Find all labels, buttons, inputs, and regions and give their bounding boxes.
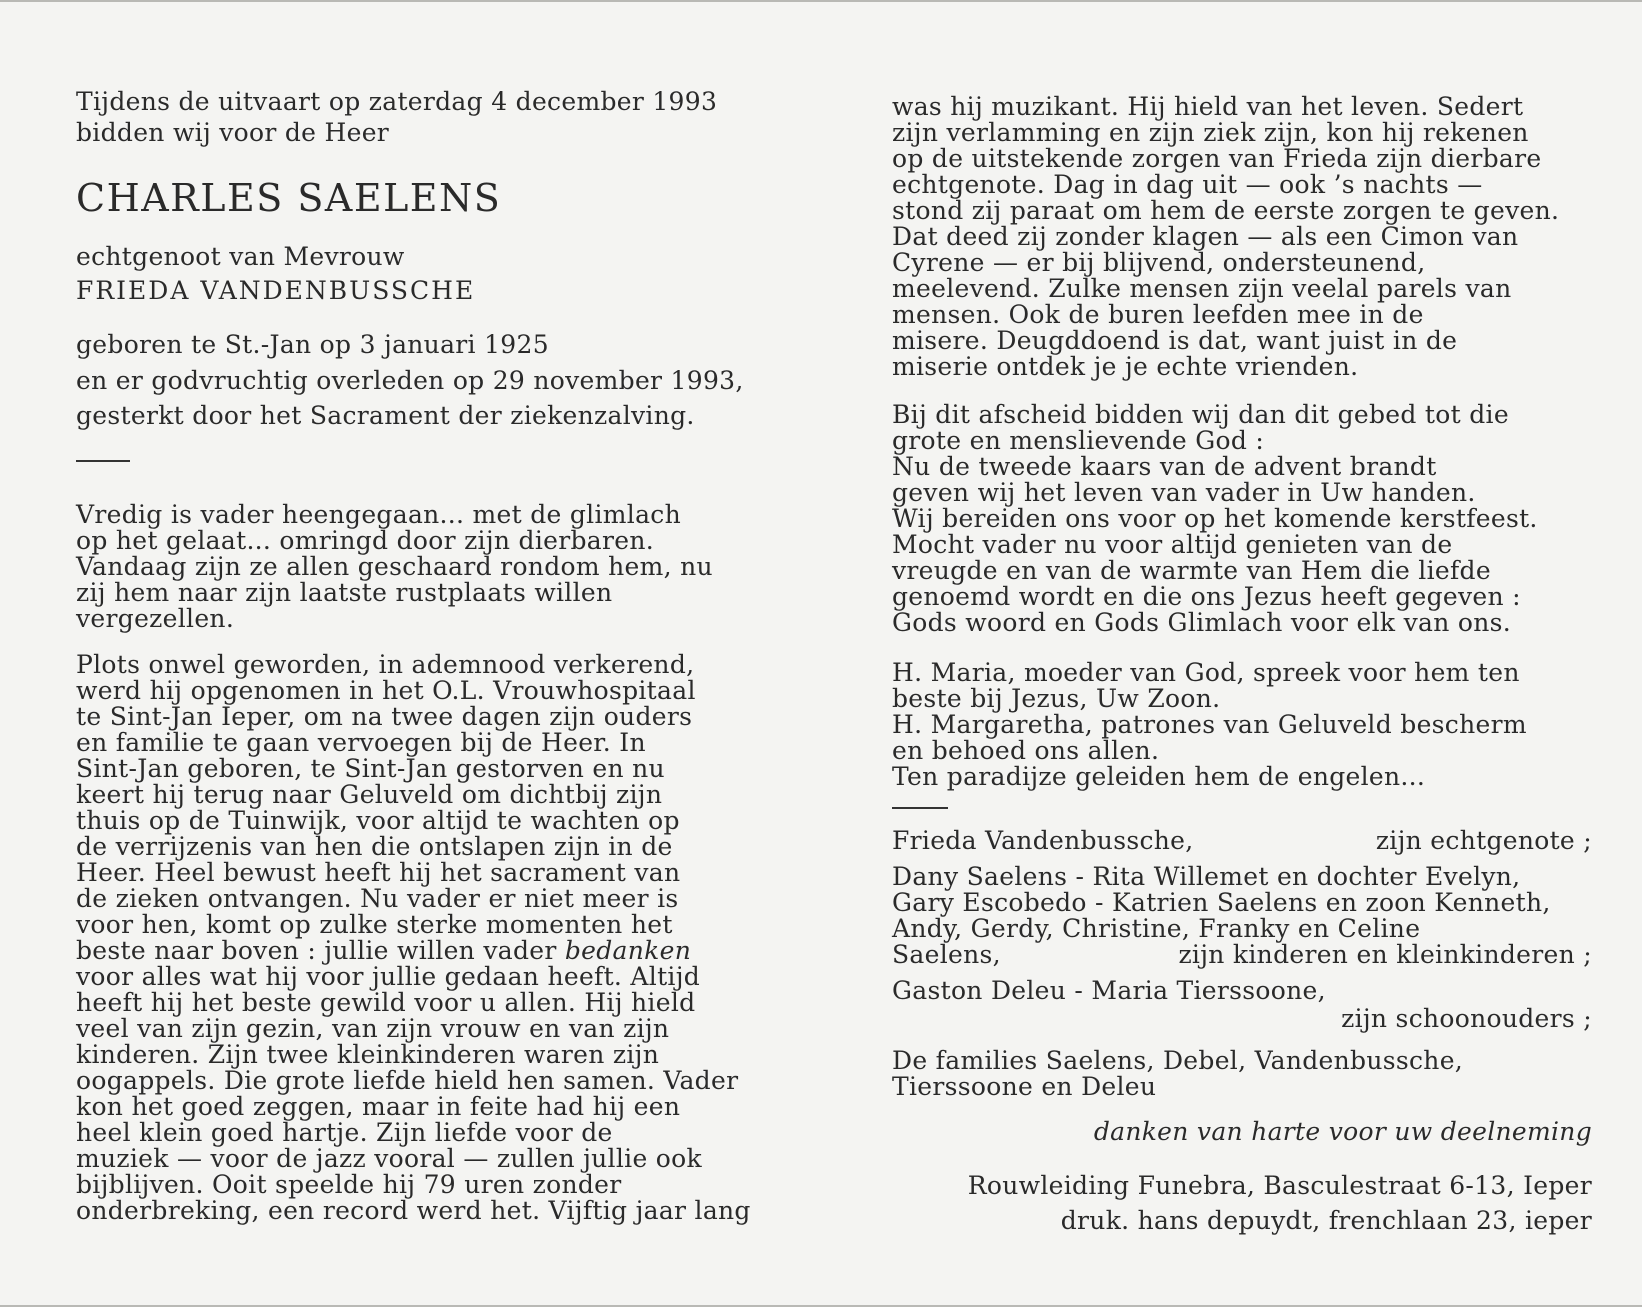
- text-line: veel van zijn gezin, van zijn vrouw en van zijn: [76, 1014, 670, 1043]
- text-span: beste naar boven : jullie willen vader: [76, 936, 565, 965]
- text-line: vergezellen.: [76, 604, 235, 633]
- text-line: en behoed ons allen.: [892, 736, 1160, 765]
- text-line: Nu de tweede kaars van de advent brandt: [892, 452, 1437, 481]
- text-line: vreugde en van de warmte van Hem die liefde: [892, 556, 1491, 585]
- text-line: echtgenote. Dag in dag uit — ook ’s nachts —: [892, 170, 1483, 199]
- text-line: op de uitstekende zorgen van Frieda zijn dierbare: [892, 144, 1542, 173]
- text-line: grote en menslievende God :: [892, 426, 1265, 455]
- spouse-name: FRIEDA VANDENBUSSCHE: [76, 276, 476, 305]
- text-line: stond zij paraat om hem de eerste zorgen te geven.: [892, 196, 1560, 225]
- text-line: muziek — voor de jazz vooral — zullen jullie ook: [76, 1144, 702, 1173]
- text-line: Dat deed zij zonder klagen — als een Cimon van: [892, 222, 1519, 251]
- text-line: te Sint-Jan Ieper, om na twee dagen zijn ouders: [76, 702, 693, 731]
- text-line: werd hij opgenomen in het O.L. Vrouwhospitaal: [76, 676, 696, 705]
- text-line: Heer. Heel bewust heeft hij het sacrament van: [76, 858, 681, 887]
- children-line: Andy, Gerdy, Christine, Franky en Celine: [892, 914, 1421, 943]
- text-line: misere. Deugddoend is dat, want juist in de: [892, 326, 1458, 355]
- text-line: geven wij het leven van vader in Uw handen.: [892, 478, 1476, 507]
- text-line: heel klein goed hartje. Zijn liefde voor de: [76, 1118, 613, 1147]
- thanks-line: danken van harte voor uw deelneming: [1093, 1117, 1592, 1146]
- text-line: was hij muzikant. Hij hield van het leven. Sedert: [892, 92, 1524, 121]
- text-line: oogappels. Die grote liefde hield hen samen. Vader: [76, 1066, 739, 1095]
- inlaws-role: zijn schoonouders ;: [1341, 1004, 1592, 1033]
- deceased-name: CHARLES SAELENS: [76, 176, 502, 220]
- text-line: H. Maria, moeder van God, spreek voor hem ten: [892, 658, 1520, 687]
- text-line: zijn verlamming en zijn ziek zijn, kon hij rekenen: [892, 118, 1529, 147]
- text-line: onderbreking, een record werd het. Vijftig jaar lang: [76, 1196, 751, 1225]
- text-line: Wij bereiden ons voor op het komende kerstfeest.: [892, 504, 1538, 533]
- text-line: genoemd wordt en die ons Jezus heeft gegeven :: [892, 582, 1521, 611]
- text-line: Gods woord en Gods Glimlach voor elk van ons.: [892, 608, 1511, 637]
- text-line: Sint-Jan geboren, te Sint-Jan gestorven en nu: [76, 754, 665, 783]
- text-line: op het gelaat... omringd door zijn dierbaren.: [76, 526, 655, 555]
- text-line: meelevend. Zulke mensen zijn veelal parels van: [892, 274, 1512, 303]
- spouse-line: echtgenoot van Mevrouw: [76, 242, 405, 271]
- italic-word: bedanken: [564, 936, 692, 965]
- text-line: miserie ontdek je je echte vrienden.: [892, 352, 1359, 381]
- children-line: Dany Saelens - Rita Willemet en dochter Evelyn,: [892, 862, 1521, 891]
- children-role: zijn kinderen en kleinkinderen ;: [1178, 940, 1592, 969]
- text-line: Ten paradijze geleiden hem de engelen...: [892, 762, 1426, 791]
- sacrament-line: gesterkt door het Sacrament der ziekenzalving.: [76, 401, 695, 430]
- text-line: H. Margaretha, patrones van Geluveld bescherm: [892, 710, 1527, 739]
- text-line: Vredig is vader heengegaan... met de glimlach: [76, 500, 681, 529]
- divider: [892, 807, 948, 809]
- intro-line: Tijdens de uitvaart op zaterdag 4 december 1993: [76, 87, 718, 116]
- text-line: kinderen. Zijn twee kleinkinderen waren zijn: [76, 1040, 660, 1069]
- text-line: Mocht vader nu voor altijd genieten van de: [892, 530, 1453, 559]
- text-line: Bij dit afscheid bidden wij dan dit gebed tot die: [892, 400, 1509, 429]
- text-line: heeft hij het beste gewild voor u allen. Hij hield: [76, 988, 696, 1017]
- text-line: de verrijzenis van hen die ontslapen zijn in de: [76, 832, 673, 861]
- text-line: beste bij Jezus, Uw Zoon.: [892, 684, 1221, 713]
- inlaws-line: Gaston Deleu - Maria Tierssoone,: [892, 976, 1326, 1005]
- text-line: en familie te gaan vervoegen bij de Heer. In: [76, 728, 646, 757]
- text-line: voor hen, komt op zulke sterke momenten het: [76, 910, 673, 939]
- death-line: en er godvruchtig overleden op 29 november 1993,: [76, 366, 744, 395]
- text-line: bijblijven. Ooit speelde hij 79 uren zonder: [76, 1170, 622, 1199]
- wife-role: zijn echtgenote ;: [1375, 826, 1592, 855]
- printer-line: druk. hans depuydt, frenchlaan 23, ieper: [1060, 1206, 1592, 1235]
- divider: [76, 460, 130, 462]
- text-line: Vandaag zijn ze allen geschaard rondom hem, nu: [76, 552, 713, 581]
- text-line: de zieken ontvangen. Nu vader er niet meer is: [76, 884, 679, 913]
- intro-line: bidden wij voor de Heer: [76, 118, 390, 147]
- text-line: [76, 938, 691, 964]
- funeral-director: Rouwleiding Funebra, Basculestraat 6-13, Ieper: [967, 1171, 1592, 1200]
- wife-name: Frieda Vandenbussche,: [892, 826, 1194, 855]
- children-line: Saelens,: [892, 940, 1001, 969]
- text-line: mensen. Ook de buren leefden mee in de: [892, 300, 1424, 329]
- children-line: Gary Escobedo - Katrien Saelens en zoon Kenneth,: [892, 888, 1551, 917]
- birth-line: geboren te St.-Jan op 3 januari 1925: [76, 330, 549, 359]
- text-line: kon het goed zeggen, maar in feite had hij een: [76, 1092, 681, 1121]
- text-line: voor alles wat hij voor jullie gedaan heeft. Altijd: [76, 962, 701, 991]
- families-line: Tierssoone en Deleu: [892, 1072, 1157, 1101]
- families-line: De families Saelens, Debel, Vandenbussche,: [892, 1046, 1464, 1075]
- text-line: keert hij terug naar Geluveld om dichtbij zijn: [76, 780, 663, 809]
- text-line: Cyrene — er bij blijvend, ondersteunend,: [892, 248, 1426, 277]
- text-line: zij hem naar zijn laatste rustplaats willen: [76, 578, 613, 607]
- text-line: thuis op de Tuinwijk, voor altijd te wachten op: [76, 806, 680, 835]
- text-line: Plots onwel geworden, in ademnood verkerend,: [76, 650, 695, 679]
